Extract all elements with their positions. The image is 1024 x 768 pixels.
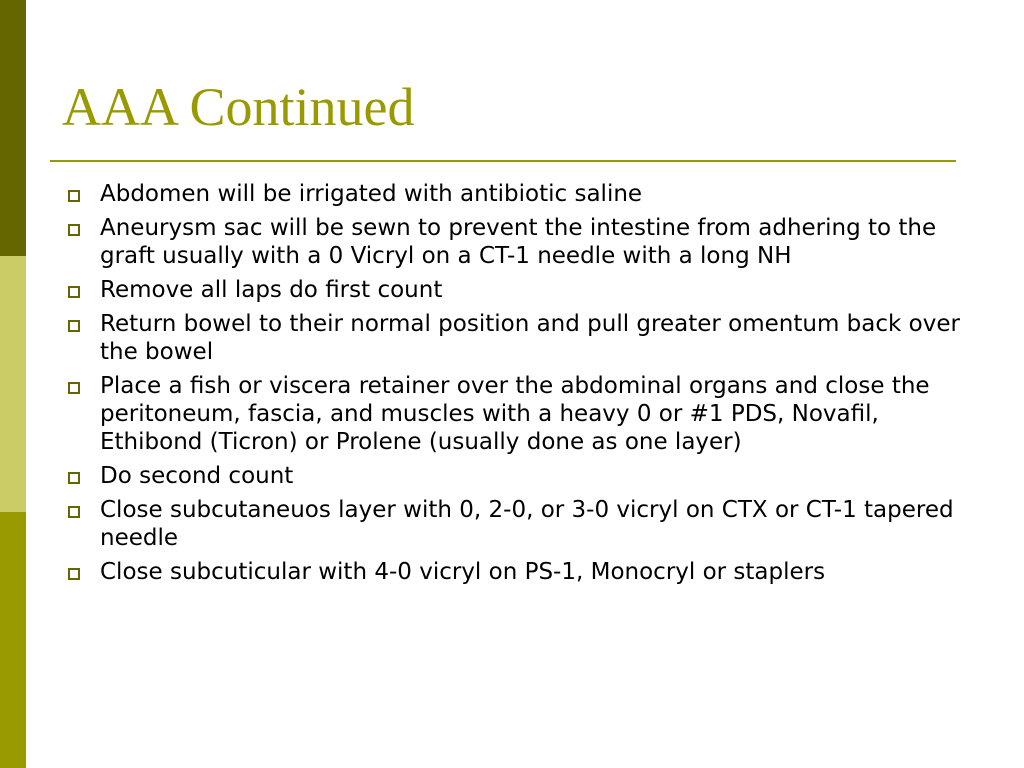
hollow-square-bullet-icon: [68, 472, 80, 484]
bullet-item: [62, 310, 962, 366]
sidebar-band-bottom: [0, 512, 26, 768]
sidebar-band-middle: [0, 256, 26, 512]
hollow-square-bullet-icon: [68, 286, 80, 298]
bullet-item: [62, 558, 962, 586]
hollow-square-bullet-icon: [68, 320, 80, 332]
bullet-text: Close subcuticular with 4-0 vicryl on PS-1, Monocryl or staplers: [100, 559, 826, 585]
hollow-square-bullet-icon: [68, 382, 80, 394]
bullet-item: [62, 496, 962, 552]
bullet-item: [62, 276, 962, 304]
bullet-text: Close subcutaneuos layer with 0, 2-0, or 3-0 vicryl on CTX or CT-1 tapered needle: [100, 497, 954, 551]
title-underline: [50, 160, 956, 162]
bullet-text: Abdomen will be irrigated with antibiotic saline: [100, 181, 643, 207]
hollow-square-bullet-icon: [68, 568, 80, 580]
bullet-item: [62, 214, 962, 270]
hollow-square-bullet-icon: [68, 506, 80, 518]
bullet-text: Return bowel to their normal position and pull greater omentum back over the bowel: [100, 311, 960, 365]
bullet-list: [62, 180, 962, 592]
bullet-item: [62, 180, 962, 208]
sidebar-band-top: [0, 0, 26, 256]
bullet-text: Remove all laps do first count: [100, 277, 443, 303]
bullet-item: [62, 462, 962, 490]
bullet-item: [62, 372, 962, 456]
bullet-text: Do second count: [100, 463, 294, 489]
bullet-text: Aneurysm sac will be sewn to prevent the intestine from adhering to the graft usually with a 0 Vicryl on a CT-1 needle with a long NH: [100, 215, 937, 269]
hollow-square-bullet-icon: [68, 190, 80, 202]
hollow-square-bullet-icon: [68, 224, 80, 236]
bullet-text: Place a fish or viscera retainer over the abdominal organs and close the peritoneum, fascia, and muscles with a heavy 0 or #1 PDS, Novafil, Ethibond (Ticron) or Prolene (usually done as one layer): [100, 373, 930, 455]
slide-title: AAA Continued: [62, 77, 415, 137]
